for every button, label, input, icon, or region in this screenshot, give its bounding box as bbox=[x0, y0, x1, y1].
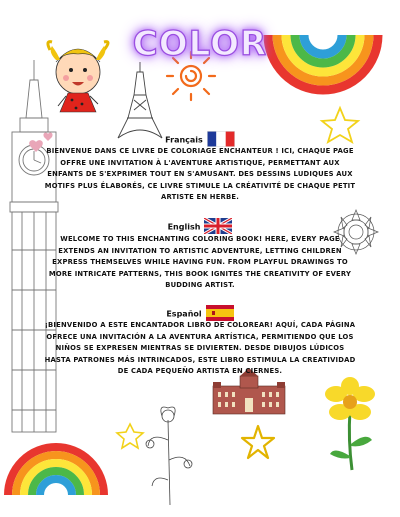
page-title: COLOR bbox=[132, 24, 268, 64]
yellow-star-icon bbox=[117, 424, 143, 448]
wildflower-sketch-icon bbox=[146, 407, 192, 505]
eiffel-tower-icon bbox=[118, 62, 162, 138]
doodle-star-icon bbox=[242, 426, 274, 458]
rainbow-bottom-left-icon bbox=[8, 447, 104, 495]
yellow-flower-icon bbox=[325, 377, 375, 470]
section-heading-label: Español bbox=[166, 309, 202, 319]
section-text-english: WELCOME TO THIS ENCHANTING COLORING BOOK! HERE, EVERY PAGE EXTENDS AN INVITATION TO ARTISTIC ADVENTURE, LETTING CHILDREN EXPRESS THEMSELVES WHILE HAVING FUN. FROM PLAYFUL DRAWINGS TO MORE INTRICATE PATTERNS, THIS BOOK IGNITES THE CREATIVITY OF EVERY BUDDING ARTIST. bbox=[48, 235, 352, 290]
section-heading-label: English bbox=[167, 222, 201, 232]
section-text-french: BIENVENUE DANS CE LIVRE DE COLORIAGE ENCHANTEUR ! ICI, CHAQUE PAGE OFFRE UNE INVITATION À L'AVENTURE ARTISTIQUE, PERMETTANT AUX ENFANTS DE S'EXPRIMER TOUT EN S'AMUSANT. DES DESSINS LUDIQUES AUX MOTIFS PLUS ÉLABORÉS, CE LIVRE STIMULE LA CRÉATIVITÉ DE CHAQUE PETIT ARTISTE EN HERBE. bbox=[44, 147, 356, 202]
section-heading-label: Français bbox=[165, 135, 203, 145]
section-text-spanish: ¡BIENVENIDO A ESTE ENCANTADOR LIBRO DE COLOREAR! AQUÍ, CADA PÁGINA OFRECE UNA INVITACIÓN A LA AVENTURA ARTÍSTICA, PERMITIENDO QUE LOS NIÑOS SE EXPRESEN MIENTRAS SE DIVIERTEN. DESDE DIBUJOS LÚDICOS HASTA PATRONES MÁS INTRINCADOS, ESTE LIBRO ESTIMULA LA CREATIVIDAD DE CADA PEQUEÑO ARTISTA EN CIERNES. bbox=[44, 321, 356, 376]
